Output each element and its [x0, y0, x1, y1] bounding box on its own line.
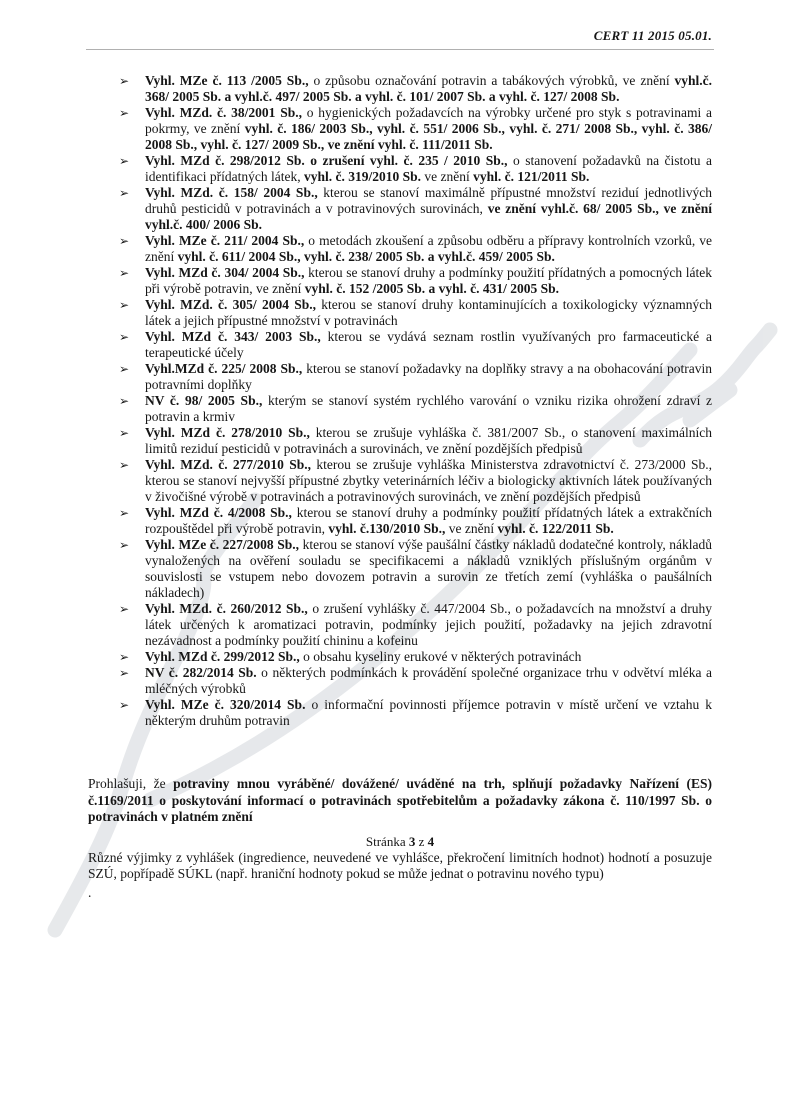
list-item-text [145, 537, 712, 600]
list-item [118, 153, 712, 185]
text-run: ve znění [420, 169, 474, 184]
list-item [118, 73, 712, 105]
text-run: o metodách zkoušení a způsobu odběru a přípravy kontrolních vzorků, ve znění [145, 233, 712, 264]
text-run: o informační povinnosti příjemce potravin v místě určení ve vztahu k některým druhům potravin [145, 697, 712, 728]
bold-text-run: Vyhl. MZd č. 343/ 2003 Sb., [145, 329, 321, 344]
bold-text-run: Vyhl. MZd. č. 158/ 2004 Sb., [145, 185, 318, 200]
list-item [118, 361, 712, 393]
arrow-bullet-icon: ➢ [119, 650, 130, 664]
list-item [118, 297, 712, 329]
list-item [118, 601, 712, 649]
bold-text-run: 3 [408, 834, 416, 849]
bold-text-run: Vyhl. MZd. č. 260/2012 Sb., [145, 601, 308, 616]
bold-text-run: Vyhl. MZe č. 227/2008 Sb., [145, 537, 300, 552]
text-run: kterou se vydává seznam rostlin využívaných pro farmaceutické a terapeutické účely [145, 329, 712, 360]
arrow-bullet-icon: ➢ [119, 458, 130, 472]
bold-text-run: Vyhl.MZd č. 225/ 2008 Sb., [145, 361, 303, 376]
bold-text-run: Vyhl. MZd č. 299/2012 Sb., [145, 649, 300, 664]
arrow-bullet-icon: ➢ [119, 394, 130, 408]
bold-text-run: vyhl. č. 121/2011 Sb. [473, 169, 590, 184]
bold-text-run: Vyhl. MZe č. 320/2014 Sb. [145, 697, 306, 712]
arrow-bullet-icon: ➢ [119, 74, 130, 88]
bold-text-run: Vyhl. MZd. č. 305/ 2004 Sb., [145, 297, 316, 312]
header-rule [86, 49, 714, 50]
list-item-text [145, 505, 712, 536]
list-item [118, 105, 712, 153]
arrow-bullet-icon: ➢ [119, 106, 130, 120]
arrow-bullet-icon: ➢ [119, 666, 130, 680]
list-item-text [145, 393, 712, 424]
bold-text-run: Vyhl. MZd č. 298/2012 Sb. o zrušení vyhl. č. 235 / 2010 Sb., [145, 153, 508, 168]
text-run: Prohlašuji, že [88, 776, 174, 791]
arrow-bullet-icon: ➢ [119, 362, 130, 376]
text-run: o obsahu kyseliny erukové v některých potravinách [299, 649, 582, 664]
bold-text-run: vyhl. č.130/2010 Sb., [328, 521, 446, 536]
text-run: kterou se zrušuje vyhláška Ministerstva zdravotnictví č. 273/2000 Sb., kterou se stanoví nejvyšší přípustné zbytky veterinárních léčiv a biologicky aktivních látek používaných v živočišné výrobě v potravinách a potravinových surovinách, ve znění pozdějších předpisů [145, 457, 712, 504]
list-item [118, 665, 712, 697]
list-item [118, 393, 712, 425]
list-item-text [145, 329, 712, 360]
text-run: ve znění [445, 521, 498, 536]
text-run: Různé výjimky z vyhlášek (ingredience, neuvedené ve vyhlášce, překročení limitních hodnot) hodnotí a posuzuje SZÚ, popřípadě SÚKL (např. hraniční hodnoty pokud se může jednat o potravinu nového typu) [88, 849, 712, 881]
stray-dot: . [88, 884, 92, 900]
bold-text-run: NV č. 282/2014 Sb. [145, 665, 257, 680]
bold-text-run: vyhl. č. 122/2011 Sb. [497, 521, 614, 536]
list-item-text [145, 265, 712, 296]
list-item [118, 457, 712, 505]
document-code: CERT 11 2015 05.01. [593, 28, 712, 43]
list-item [118, 537, 712, 601]
declaration-paragraph [88, 776, 712, 826]
bold-text-run: Vyhl. MZd. č. 277/2010 Sb., [145, 457, 312, 472]
text-run: z [415, 834, 428, 849]
text-run: kterou se stanoví výše paušální částky nákladů dodatečné kontroly, nákladů vynaložených na ověření souladu se specifikacemi a nákladů vzniklých příslušným orgánům v souvislosti se vstupem nebo dovozem potravin a surovin ze třetích zemí (vyhláška o paušálních nákladech) [145, 537, 712, 600]
list-item [118, 697, 712, 729]
list-item-text [145, 185, 712, 232]
bold-text-run: potraviny mnou vyráběné/ dovážené/ uváděné na trh, splňují požadavky Nařízení (ES) č.1169/2011 o poskytování informací o potravinách spotřebitelům a požadavky zákona č. 110/1997 Sb. o potravinách v platném znění [88, 776, 712, 824]
list-item-text [145, 457, 712, 504]
list-item-text [145, 697, 712, 728]
list-item [118, 425, 712, 457]
list-item-text [145, 233, 712, 264]
text-run: kterou se stanoví druhy a podmínky použití přídatných a pomocných látek při výrobě potravin, ve znění [145, 265, 712, 296]
list-item-text [145, 105, 712, 152]
text-run: kterým se stanoví systém rychlého varování o vzniku rizika ohrožení zdraví z potravin a krmiv [145, 393, 712, 424]
list-item-text [145, 649, 581, 664]
bold-text-run: ve znění vyhl.č. 68/ 2005 Sb., ve znění vyhl.č. 400/ 2006 Sb. [145, 201, 712, 232]
list-item-text [145, 153, 712, 184]
bold-text-run: Vyhl. MZe č. 113 /2005 Sb., [145, 73, 309, 88]
list-item [118, 329, 712, 361]
list-item-text [145, 73, 712, 104]
list-item [118, 649, 712, 665]
arrow-bullet-icon: ➢ [119, 266, 130, 280]
text-run: o stanovení požadavků na čistotu a identifikaci přídatných látek, [145, 153, 713, 184]
text-run: kterou se stanoví druhy kontaminujících a toxikologicky významných látek a jejich přípustné množství v potravinách [145, 297, 712, 328]
text-run: o některých podmínkách k provádění společné organizace trhu v odvětví mléka a mléčných výrobků [145, 665, 712, 696]
list-item-text [145, 297, 712, 328]
bold-text-run: vyhl. č. 611/ 2004 Sb., vyhl. č. 238/ 2005 Sb. a vyhl.č. 459/ 2005 Sb. [177, 249, 555, 264]
arrow-bullet-icon: ➢ [119, 538, 130, 552]
document-header [88, 28, 712, 44]
bold-text-run: Vyhl. MZd č. 304/ 2004 Sb., [145, 265, 305, 280]
text-run: o zrušení vyhlášky č. 447/2004 Sb., o požadavcích na množství a druhy látek určených k aromatizaci potravin, podmínky jejich použití, požadavky na jejich zdravotní nezávadnost a podmínky použití chininu a kofeinu [145, 601, 712, 648]
text-run: kterou se stanoví druhy a podmínky použití přídatných látek a extrakčních rozpouštědel při výrobě potravin, [145, 505, 712, 536]
list-item [118, 265, 712, 297]
arrow-bullet-icon: ➢ [119, 234, 130, 248]
arrow-bullet-icon: ➢ [119, 698, 130, 712]
text-run: o způsobu označování potravin a tabákových výrobků, ve znění [308, 73, 675, 88]
bold-text-run: vyhl. č. 152 /2005 Sb. a vyhl. č. 431/ 2005 Sb. [304, 281, 559, 296]
bold-text-run: vyhl. č. 186/ 2003 Sb., vyhl. č. 551/ 2006 Sb., vyhl. č. 271/ 2008 Sb., vyhl. č. 386/ 2008 Sb., vyhl. č. 127/ 2009 Sb., ve znění vyhl. č. 111/2011 Sb. [145, 121, 712, 152]
notes-paragraph [88, 850, 712, 883]
bold-text-run: NV č. 98/ 2005 Sb., [145, 393, 263, 408]
arrow-bullet-icon: ➢ [119, 330, 130, 344]
text-run: kterou se stanoví požadavky na doplňky stravy a na obohacování potravin potravními doplňky [145, 361, 712, 392]
list-item-text [145, 601, 712, 648]
arrow-bullet-icon: ➢ [119, 506, 130, 520]
arrow-bullet-icon: ➢ [119, 298, 130, 312]
list-item [118, 185, 712, 233]
arrow-bullet-icon: ➢ [119, 602, 130, 616]
text-run: kterou se zrušuje vyhláška č. 381/2007 Sb., o stanovení maximálních limitů reziduí pesticidů v potravinách a surovinách, ve znění pozdějších předpisů [145, 425, 712, 456]
text-run: kterou se stanoví maximálně přípustné množství reziduí jednotlivých druhů pesticidů v potravinách a v potravinových surovinách, [145, 185, 712, 216]
list-item [118, 505, 712, 537]
page-footer [0, 834, 800, 850]
text-run: Stránka [365, 834, 409, 849]
arrow-bullet-icon: ➢ [119, 186, 130, 200]
arrow-bullet-icon: ➢ [119, 154, 130, 168]
bold-text-run: vyhl.č. 368/ 2005 Sb. a vyhl.č. 497/ 2005 Sb. a vyhl. č. 101/ 2007 Sb. a vyhl. č. 127/ 2008 Sb. [145, 73, 712, 104]
list-item-text [145, 665, 712, 696]
list-item-text [145, 425, 712, 456]
arrow-bullet-icon: ➢ [119, 426, 130, 440]
bold-text-run: Vyhl. MZd č. 4/2008 Sb., [145, 505, 292, 520]
bold-text-run: vyhl. č. 319/2010 Sb. [303, 169, 421, 184]
text-run: o hygienických požadavcích na výrobky určené pro styk s potravinami a pokrmy, ve znění [145, 105, 712, 136]
bold-text-run: Vyhl. MZd. č. 38/2001 Sb., [145, 105, 302, 120]
regulation-list [118, 73, 712, 729]
list-item-text [145, 361, 712, 392]
list-item [118, 233, 712, 265]
bold-text-run: 4 [427, 834, 435, 849]
bold-text-run: Vyhl. MZd č. 278/2010 Sb., [145, 425, 310, 440]
bold-text-run: Vyhl. MZe č. 211/ 2004 Sb., [145, 233, 305, 248]
